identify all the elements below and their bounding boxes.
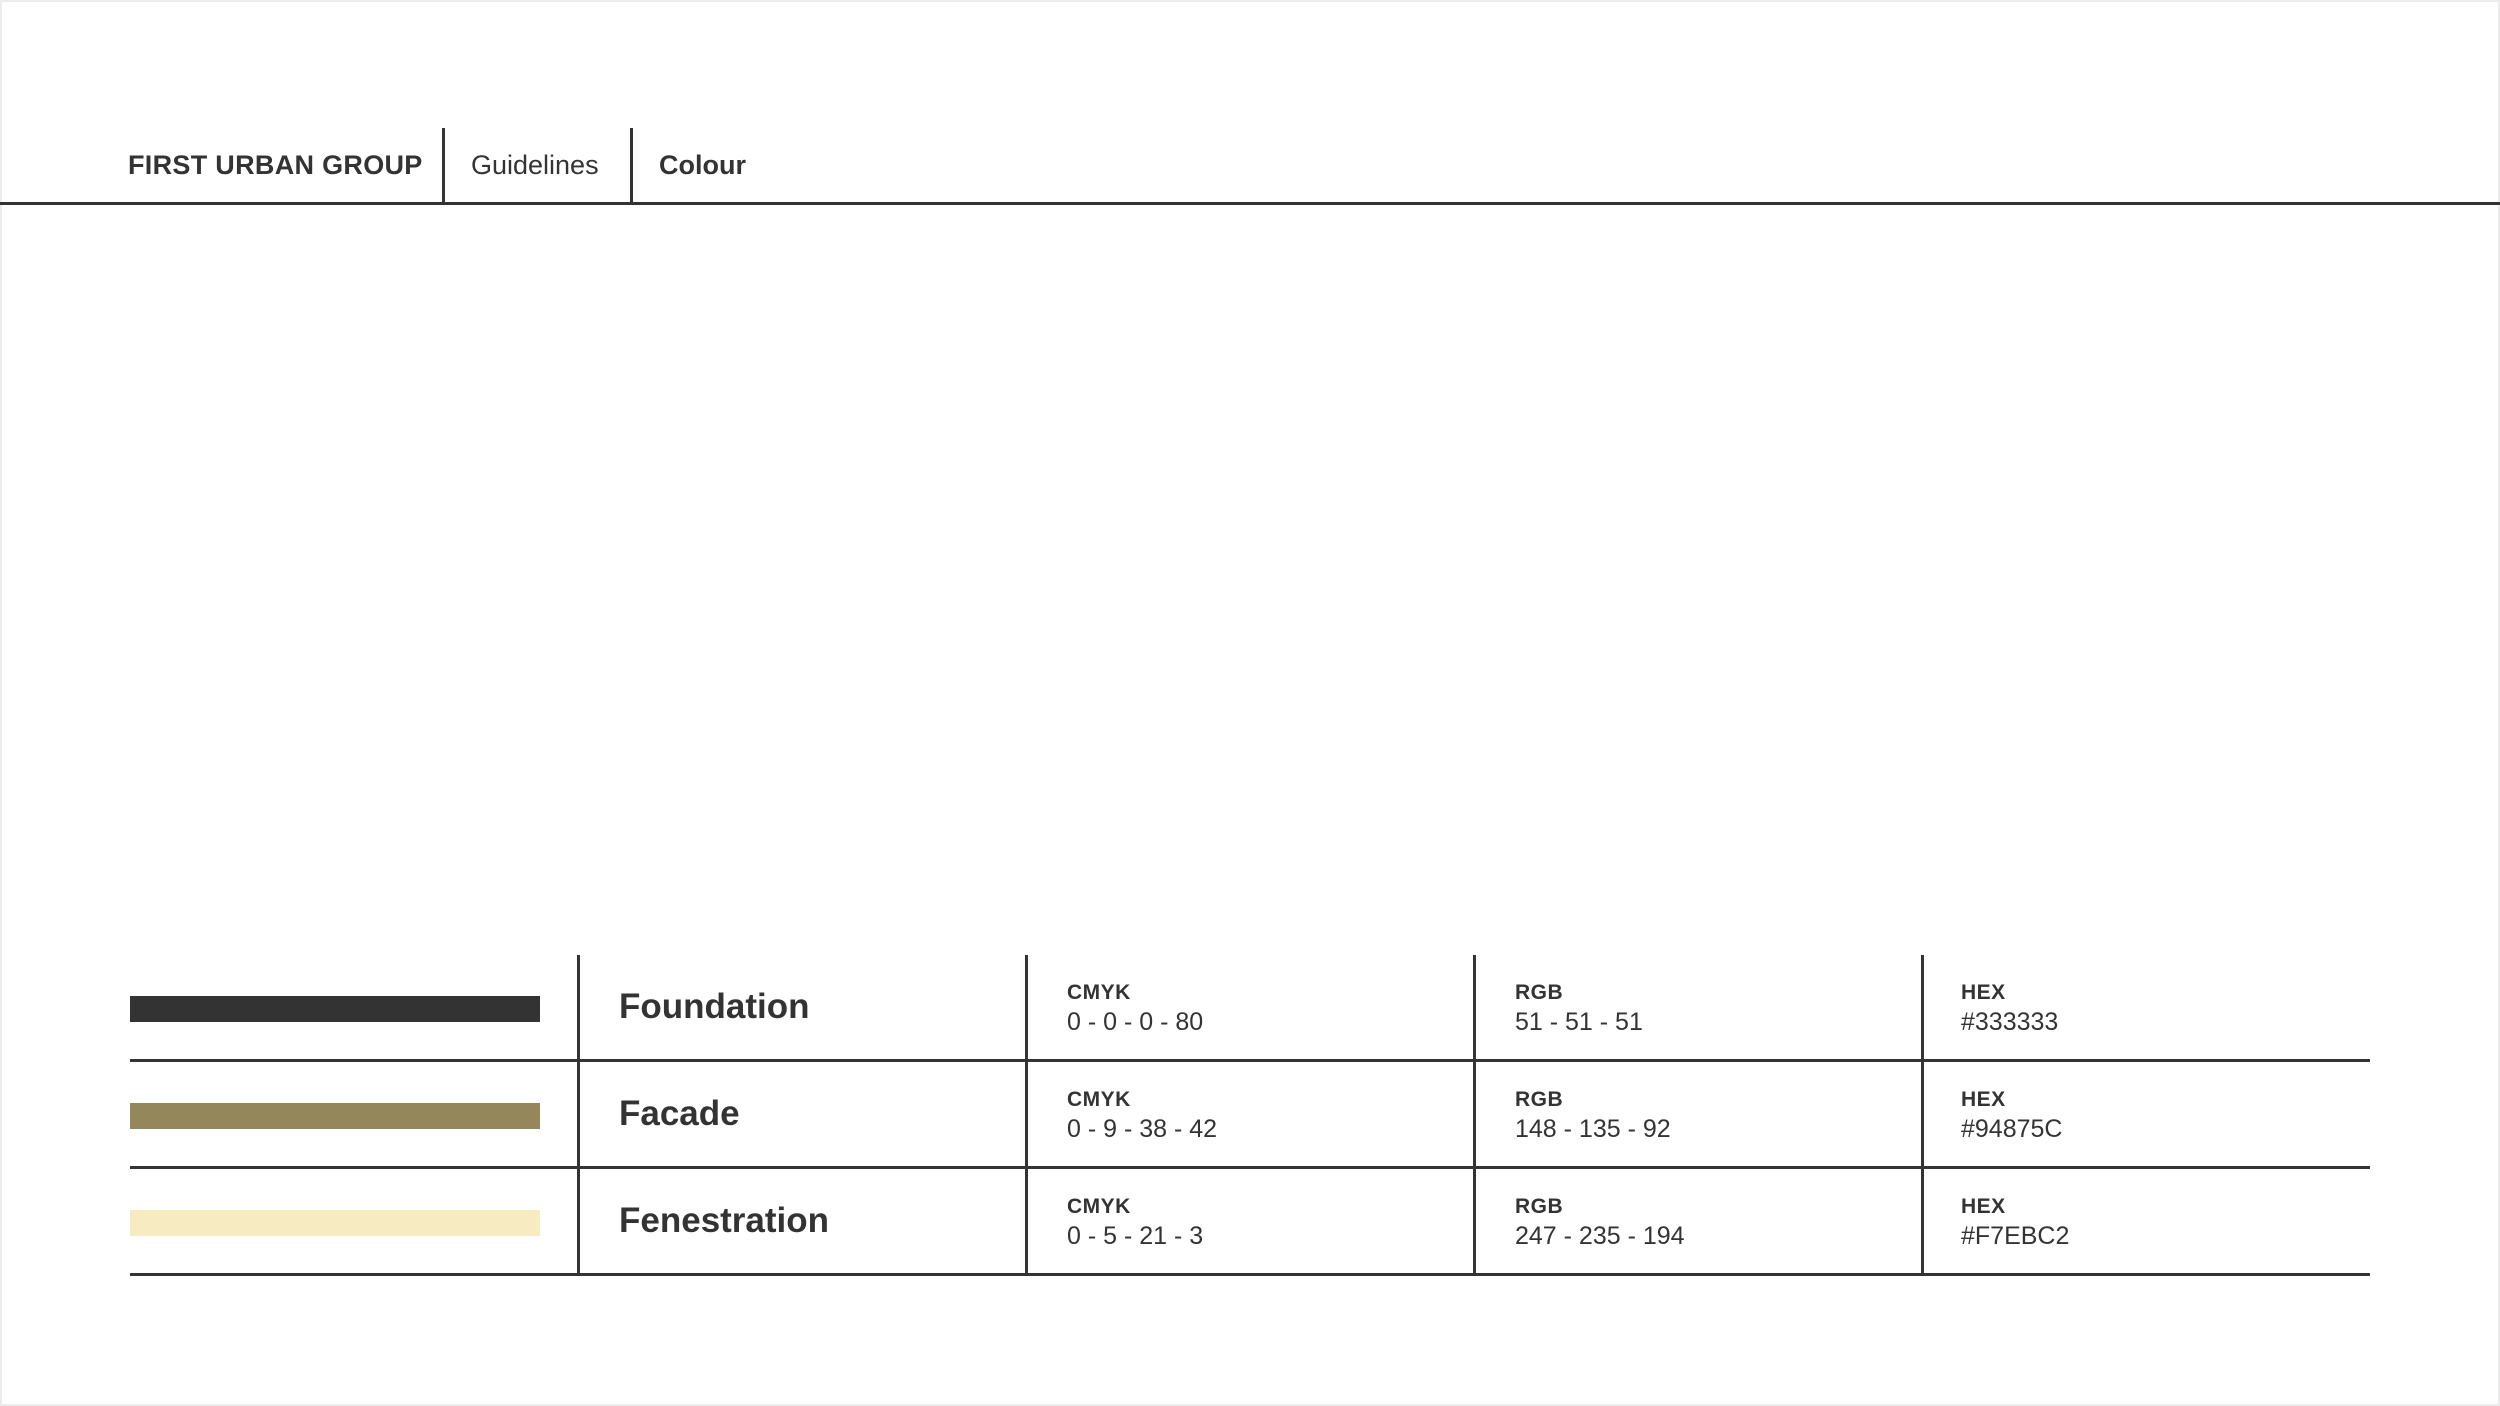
- column-divider: [1025, 1169, 1028, 1273]
- colour-swatch: [130, 1210, 540, 1236]
- cmyk-value: 0 - 9 - 38 - 42: [1067, 1115, 1218, 1143]
- hex-label: HEX: [1961, 1195, 2006, 1218]
- column-divider: [1025, 1062, 1028, 1166]
- column-divider: [577, 1062, 580, 1166]
- column-divider: [577, 955, 580, 1059]
- column-divider: [1473, 1169, 1476, 1273]
- hex-value: #94875C: [1961, 1115, 2063, 1143]
- column-divider: [1025, 955, 1028, 1059]
- page-header: [0, 128, 2500, 205]
- brand-name: FIRST URBAN GROUP: [128, 149, 423, 180]
- hex-spec: [1961, 980, 2058, 1038]
- colour-swatch: [130, 1103, 540, 1129]
- column-divider: [1921, 1062, 1924, 1166]
- hex-label: HEX: [1961, 981, 2006, 1004]
- column-divider: [1921, 955, 1924, 1059]
- rgb-spec: [1515, 1194, 1685, 1252]
- rgb-spec: [1515, 1087, 1671, 1145]
- colour-row-fenestration: [130, 1169, 2370, 1276]
- cmyk-value: 0 - 5 - 21 - 3: [1067, 1222, 1204, 1250]
- column-divider: [1921, 1169, 1924, 1273]
- hex-value: #333333: [1961, 1008, 2059, 1036]
- cmyk-spec: [1067, 1194, 1203, 1252]
- header-divider: [442, 128, 445, 202]
- rgb-label: RGB: [1515, 1195, 1564, 1218]
- column-divider: [1473, 955, 1476, 1059]
- hex-spec: [1961, 1194, 2069, 1252]
- colour-row-foundation: [130, 955, 2370, 1062]
- colour-table: [130, 955, 2370, 1276]
- rgb-label: RGB: [1515, 981, 1564, 1004]
- rgb-value: 51 - 51 - 51: [1515, 1008, 1643, 1036]
- cmyk-value: 0 - 0 - 0 - 80: [1067, 1008, 1204, 1036]
- column-divider: [577, 1169, 580, 1273]
- column-divider: [1473, 1062, 1476, 1166]
- hex-label: HEX: [1961, 1088, 2006, 1111]
- colour-row-facade: [130, 1062, 2370, 1169]
- page-title: Colour: [659, 149, 746, 180]
- colour-name: Facade: [619, 1094, 740, 1133]
- cmyk-label: CMYK: [1067, 1195, 1131, 1218]
- breadcrumb-section: Guidelines: [471, 149, 599, 180]
- rgb-spec: [1515, 980, 1643, 1038]
- hex-spec: [1961, 1087, 2062, 1145]
- rgb-value: 247 - 235 - 194: [1515, 1222, 1685, 1250]
- header-divider: [630, 128, 633, 202]
- hex-value: #F7EBC2: [1961, 1222, 2070, 1250]
- rgb-value: 148 - 135 - 92: [1515, 1115, 1671, 1143]
- cmyk-spec: [1067, 980, 1203, 1038]
- colour-name: Fenestration: [619, 1201, 830, 1240]
- cmyk-spec: [1067, 1087, 1217, 1145]
- colour-swatch: [130, 996, 540, 1022]
- cmyk-label: CMYK: [1067, 981, 1131, 1004]
- colour-name: Foundation: [619, 987, 810, 1026]
- rgb-label: RGB: [1515, 1088, 1564, 1111]
- cmyk-label: CMYK: [1067, 1088, 1131, 1111]
